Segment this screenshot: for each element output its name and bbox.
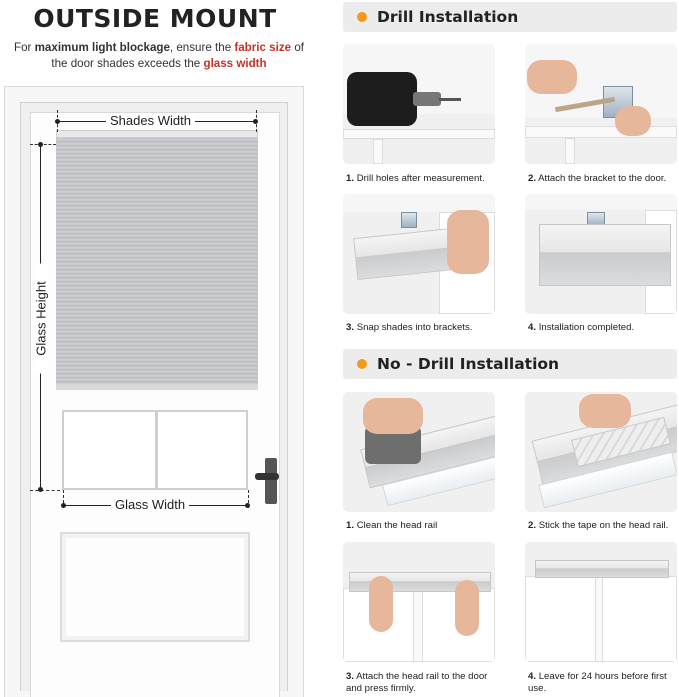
dimension-guide (30, 144, 56, 145)
subtitle-highlight: glass width (203, 57, 267, 70)
hand (363, 398, 423, 434)
drill-chuck (413, 92, 441, 106)
shades-width-label: Shades Width (106, 113, 195, 128)
bracket-icon (401, 212, 417, 228)
no-drill-installation-header (343, 349, 677, 379)
dimension-endpoint (55, 119, 60, 124)
door-window (62, 410, 248, 490)
drill-step-2-caption: 2. Attach the bracket to the door. (528, 173, 667, 184)
hand (455, 580, 479, 636)
head-rail (539, 224, 671, 286)
bullet-dot-icon (357, 359, 367, 369)
door-trim (343, 129, 495, 139)
shade-bottom-rail (56, 384, 258, 390)
dimension-endpoint (253, 119, 258, 124)
head-rail (535, 560, 669, 578)
door-illustration (0, 80, 315, 697)
no-drill-step-4-caption: 4. Leave for 24 hours before first use. (528, 671, 667, 694)
no-drill-step-1-caption: 1. Clean the head rail (346, 520, 438, 531)
no-drill-step-3-caption: 3. Attach the head rail to the door and press firmly. (346, 671, 488, 694)
ceiling (525, 194, 677, 210)
drill-step-1-image (343, 44, 495, 164)
door-lower-panel (60, 532, 250, 642)
drill-step-3-caption: 3. Snap shades into brackets. (346, 322, 473, 333)
dimension-endpoint (38, 487, 43, 492)
drill-icon (347, 72, 417, 126)
dimension-endpoint (245, 503, 250, 508)
hand (527, 60, 577, 94)
cellular-shade (56, 138, 258, 386)
dimension-endpoint (61, 503, 66, 508)
left-subtitle (0, 40, 318, 72)
drill-step-2-image (525, 44, 677, 164)
no-drill-step-1-image (343, 392, 495, 512)
glass-width-label: Glass Width (111, 497, 189, 512)
hand (369, 576, 393, 632)
drill-installation-header (343, 2, 677, 32)
door-trim (565, 138, 575, 164)
no-drill-step-4-image (525, 542, 677, 662)
bullet-dot-icon (357, 12, 367, 22)
door-handle-lever (255, 473, 279, 480)
subtitle-text: , ensure the (169, 41, 235, 54)
no-drill-step-2-caption: 2. Stick the tape on the head rail. (528, 520, 669, 531)
section-title: No - Drill Installation (377, 355, 560, 373)
door-trim (595, 576, 603, 662)
left-title: OUTSIDE MOUNT (33, 4, 277, 33)
door-handle-plate (265, 458, 277, 504)
window-mullion (155, 412, 158, 488)
shade-head-rail (56, 130, 258, 138)
section-title: Drill Installation (377, 8, 519, 26)
dimension-guide (30, 490, 60, 491)
subtitle-bold: maximum light blockage (34, 41, 170, 54)
subtitle-highlight: fabric size (234, 41, 292, 54)
glass-height-label: Glass Height (34, 264, 49, 374)
drill-step-1-caption: 1. Drill holes after measurement. (346, 173, 485, 184)
hand (447, 210, 489, 274)
subtitle-text: For (14, 41, 35, 54)
no-drill-step-2-image (525, 392, 677, 512)
dimension-endpoint (38, 142, 43, 147)
door-trim (525, 126, 677, 138)
hand (579, 394, 631, 428)
subtitle-text: the door shades exceeds the (51, 57, 204, 70)
hand (615, 106, 651, 136)
drill-step-4-caption: 4. Installation completed. (528, 322, 635, 333)
subtitle-text: of (291, 41, 304, 54)
drill-step-3-image (343, 194, 495, 314)
door-trim (413, 588, 423, 662)
drill-step-4-image (525, 194, 677, 314)
no-drill-step-3-image (343, 542, 495, 662)
drill-bit (439, 98, 461, 101)
door-trim (373, 139, 383, 164)
